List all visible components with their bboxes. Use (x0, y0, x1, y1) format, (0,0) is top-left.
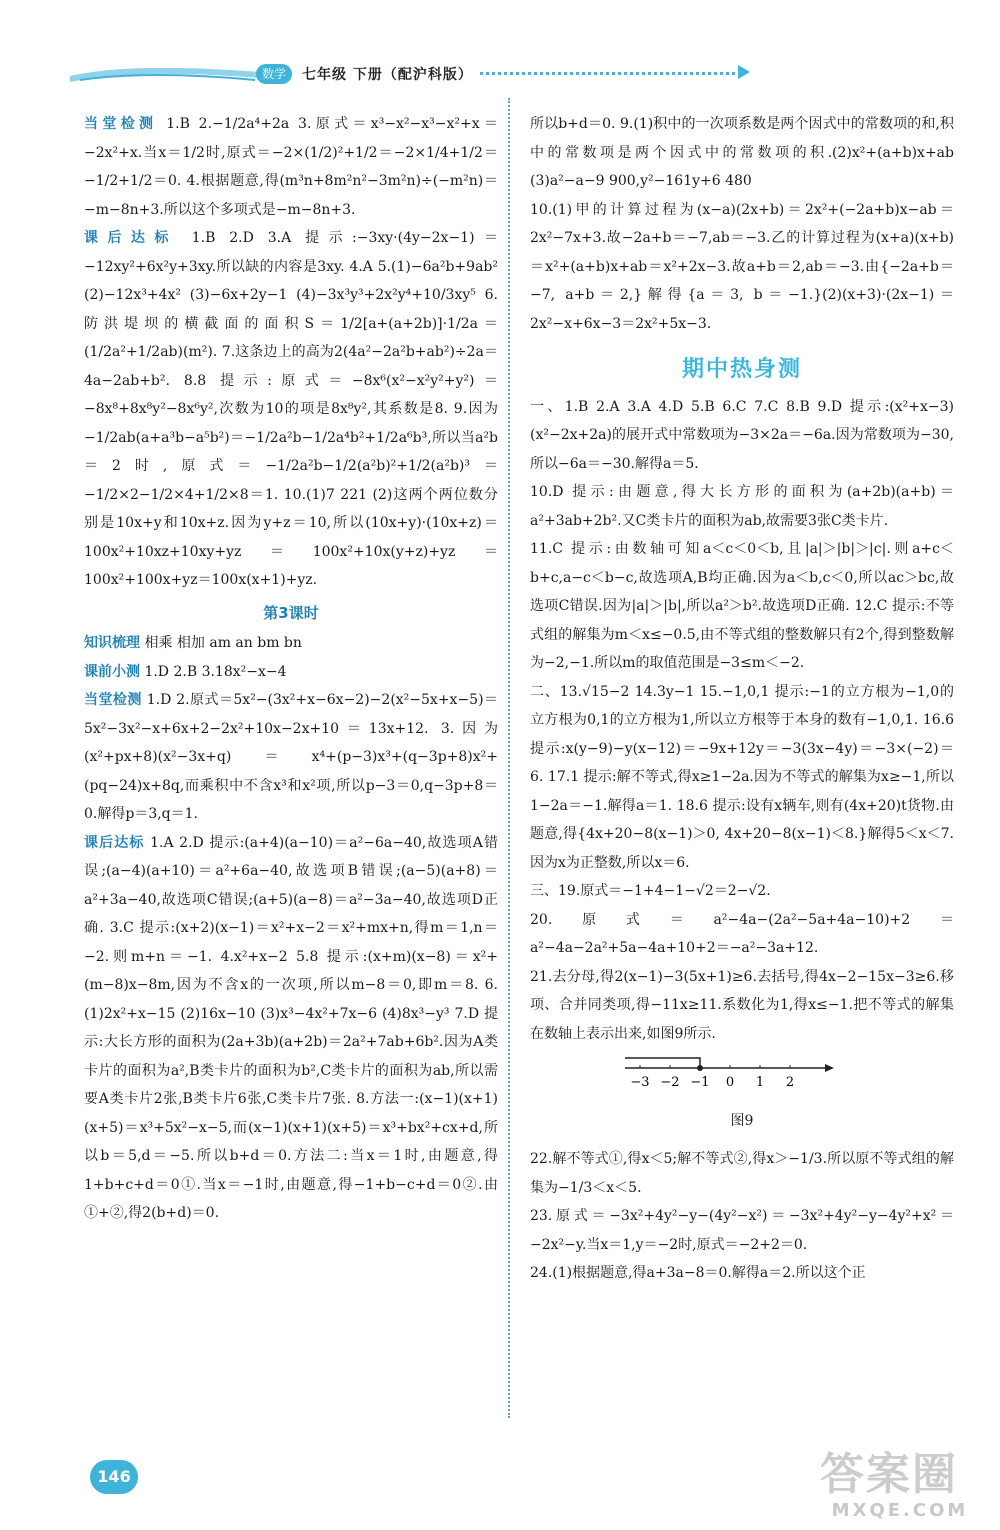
answer-section-label: 课后达标 (84, 230, 178, 246)
answer-paragraph (530, 110, 954, 196)
header-dotted-line (480, 72, 735, 75)
answer-text: 1.A 2.D 提示:(a+4)(a−10)＝a²−6a−40,故选项A错误;(a−4)(a+10)＝a²+6a−40,故选项B错误;(a−5)(a+8)＝a²+3a−40,故选项C错误;(a+5)(a−8)＝a²−3a−40,故选项D正确. 3.C 提示:(x+2)(x−1)＝x²+x−2＝x²+mx+n,得m＝1,n＝−2.则m+n＝−1. 4.x²+x−2 5.8 提示:(x+m)(x−8)＝x²+(m−8)x−8m,因为不含x的一次项,所以m−8＝0,即m＝8. 6.(1)2x²+x−15 (2)16x−10 (3)x³−4x²+7x−6 (4)8x³−y³ 7.D 提示:大长方形的面积为(2a+3b)(a+2b)＝2a²+7ab+6b².因为A类卡片的面积为a²,B类卡片的面积为b²,C类卡片的面积为ab,所以需要A类卡片2张,B类卡片6张,C类卡片7张. 8.方法一:(x−1)(x+1)(x+5)＝x³+5x²−x−5,而(x−1)(x+1)(x+5)＝x³+bx²+cx+d,所以b＝5,d＝−5.所以b+d＝0.方法二:当x＝1时,由题意,得1+b+c+d＝0①.当x＝−1时,由题意,得−1+b−c+d＝0②.由①+②,得2(b+d)＝0. (84, 834, 499, 1221)
figure-caption: 图9 (730, 1112, 754, 1129)
answer-text: 一、1.B 2.A 3.A 4.D 5.B 6.C 7.C 8.B 9.D 提示:(x²+x−3)(x²−2x+2a)的展开式中常数项为−3×2a＝−6a.因为常数项为−30,所以−6a＝−30.解得a＝5. (530, 398, 954, 472)
tick-label: −3 (630, 1075, 650, 1090)
answer-section-label: 课后达标 (84, 834, 145, 851)
number-line-figure (620, 1054, 954, 1105)
answer-paragraph (84, 110, 498, 224)
answer-text: 二、13.√15−2 14.3y−1 15.−1,0,1 提示:−1的立方根为−1,0的立方根为0,1的立方根为1,所以立方根等于本身的数有−1,0,1. 16.6 提示:x(y−9)−y(x−12)＝−9x+12y＝−3(3x−4y)＝−3×(−2)＝6. 17.1 提示:解不等式,得x≥1−2a.因为不等式的解集为x≥−1,所以1−2a＝−1.解得a＝1. 18.6 提示:设有x辆车,则有(4x+20)t货物.由题意,得{4x+20−8(x−1)＞0, 4x+20−8(x−1)＜8.}解得5＜x＜7.因为x为正整数,所以x＝6. (530, 683, 954, 871)
answer-section-label: 知识梳理 (84, 635, 140, 651)
watermark-url: MXQE.COM (831, 1500, 969, 1521)
answer-paragraph (530, 1145, 954, 1202)
answer-paragraph (530, 1259, 954, 1288)
grade-title: 七年级 下册（配沪科版） (302, 67, 473, 83)
right-column (530, 110, 954, 1288)
answer-text: 1.D 2.B 3.18x²−x−4 (140, 663, 287, 680)
answer-text: 所以b+d＝0. 9.(1)积中的一次项系数是两个因式中的常数项的和,积中的常数项是两个因式中的常数项的积.(2)x²+(a+b)x+ab (3)a²−a−9 900,y²−161y+6 480 (530, 116, 954, 189)
answer-text: 24.(1)根据题意,得a+3a−8＝0.解得a＝2.所以这个正 (530, 1265, 866, 1281)
solution-ray (625, 1058, 700, 1068)
answer-text: 1.B 2.−1/2a⁴+2a 3.原式＝x³−x²−x³−x²+x＝−2x²+x.当x＝1/2时,原式＝−2×(1/2)²+1/2＝−2×1/4+1/2＝−1/2+1/2＝0. 4.根据题意,得(m³n+8m²n²−3m²n)÷(−m²n)＝−m−8n+3.所以这个多项式是−m−8n+3. (84, 116, 499, 218)
answer-paragraph (84, 658, 498, 687)
answer-text: 三、19.原式＝−1+4−1−√2＝2−√2. (530, 883, 771, 899)
answer-text: 相乘 相加 am an bm bn (140, 635, 302, 651)
answer-paragraph (84, 829, 498, 1228)
answer-paragraph (530, 478, 954, 535)
tick-label: 2 (785, 1075, 795, 1090)
answer-paragraph (530, 877, 954, 906)
answer-text: 10.(1)甲的计算过程为(x−a)(2x+b)＝2x²+(−2a+b)x−ab＝2x²−7x+3.故−2a+b＝−7,ab＝−3.乙的计算过程为(x+a)(x+b)＝x²+(a+b)x+ab＝x²+2x−3.故a+b＝2,ab＝−3.由{−2a+b＝−7, a+b＝2,}解得{a＝3, b＝−1.}(2)(x+3)·(2x−1)＝2x²−x+6x−3＝2x²+5x−3. (530, 201, 954, 332)
tick-label: −1 (690, 1075, 710, 1090)
answer-paragraph (530, 678, 954, 878)
tick-label: 0 (725, 1075, 735, 1090)
axis-arrow-icon (825, 1064, 834, 1072)
header-swoosh-icon (70, 62, 260, 88)
answer-text: 10.D 提示:由题意,得大长方形的面积为(a+2b)(a+b)＝a²+3ab+2b².又C类卡片的面积为ab,故需要3张C类卡片. (530, 484, 954, 529)
answer-text: 11.C 提示:由数轴可知a＜c＜0＜b,且|a|＞|b|＞|c|.则a+c＜b+c,a−c＜b−c,故选项A,B均正确.因为a＜b,c＜0,所以ac＞bc,故选项C错误.因为|a|＞|b|,所以a²＞b².故选项D正确. 12.C 提示:不等式组的解集为m＜x≤−0.5,由不等式组的整数解只有2个,得到整数解为−2,−1.所以m的取值范围是−3≤m＜−2. (530, 541, 954, 671)
subject-badge: 数学 (256, 64, 292, 84)
answer-paragraph (530, 1202, 954, 1259)
column-divider (508, 98, 510, 1418)
answer-text: 20.原式＝a²−4a−(2a²−5a+4a−10)+2＝a²−4a−2a²+5a−4a+10+2＝−a²−3a+12. (530, 911, 954, 956)
tick-label: 1 (755, 1075, 765, 1090)
exam-title: 期中热身测 (681, 357, 802, 382)
answer-paragraph (530, 963, 954, 1049)
tick-label: −2 (660, 1075, 680, 1090)
left-column (84, 110, 498, 1228)
answer-paragraph (84, 224, 498, 595)
watermark-logo-text: 答案圈 (820, 1449, 958, 1500)
answer-paragraph (84, 629, 498, 658)
arrow-right-icon (738, 65, 750, 79)
answer-text: 1.B 2.D 3.A 提示:−3xy·(4y−2x−1)＝−12xy²+6x²y+3xy.所以缺的内容是3xy. 4.A 5.(1)−6a²b+9ab² (2)−12x³+4x² (3)−6x+2y−1 (4)−3x³y³+2x²y⁴+10/3xy⁵ 6.防洪堤坝的横截面的面积S＝1/2[a+(a+2b)]·1/2a＝(1/2a²+1/2ab)(m²). 7.这条边上的高为2(4a²−2a²b+ab²)÷2a＝4a−2ab+b². 8.8 提示:原式＝−8x⁶(x²−x²y²+y²)＝−8x⁸+8x⁸y²−8x⁶y²,次数为10的项是8x⁸y²,其系数是8. 9.因为−1/2ab(a+a³b−a⁵b²)＝−1/2a²b−1/2a⁴b²+1/2a⁶b³,所以当a²b＝2时,原式＝−1/2a²b−1/2(a²b)²+1/2(a²b)³＝−1/2×2−1/2×4+1/2×8＝1. 10.(1)7 221 (2)这两个两位数分别是10x+y和10x+z.因为y+z＝10,所以(10x+y)·(10x+z)＝100x²+10xz+10xy+yz＝100x²+10x(y+z)+yz＝100x²+100x+yz＝100x(x+1)+yz. (84, 230, 498, 588)
number-line (620, 1054, 840, 1094)
answer-paragraph (530, 535, 954, 678)
answer-paragraph (530, 906, 954, 963)
answer-text: 21.去分母,得2(x−1)−3(5x+1)≥6.去括号,得4x−2−15x−3≥6.移项、合并同类项,得−11x≥11.系数化为1,得x≤−1.把不等式的解集在数轴上表示出来,如图9所示. (530, 968, 954, 1042)
watermark-logo (820, 1450, 980, 1524)
answer-paragraph (530, 196, 954, 339)
section-heading: 第3课时 (263, 603, 319, 622)
answer-text: 1.D 2.原式＝5x²−(3x²+x−6x−2)−2(x²−5x+x−5)＝5x²−3x²−x+6x+2−2x²+10x−2x+10＝13x+12. 3.因为(x²+px+8)(x²−3x+q)＝x⁴+(p−3)x³+(q−3p+8)x²+(pq−24)x+8q,而乘积中不含x³和x²项,所以p−3＝0,q−3p+8＝0.解得p＝3,q＝1. (84, 692, 498, 822)
page-header (70, 58, 690, 88)
answer-section-label: 当堂检测 (84, 116, 158, 132)
page-number: 146 (90, 1460, 138, 1494)
answer-section-label: 当堂检测 (84, 692, 142, 708)
answer-paragraph (530, 393, 954, 479)
answer-paragraph (84, 686, 498, 829)
answer-section-label: 课前小测 (84, 663, 140, 680)
answer-text: 22.解不等式①,得x＜5;解不等式②,得x＞−1/3.所以原不等式组的解集为−1/3＜x＜5. (530, 1151, 954, 1196)
answer-text: 23.原式＝−3x²+4y²−y−(4y²−x²)＝−3x²+4y²−y−4y²+x²＝−2x²−y.当x＝1,y＝−2时,原式＝−2+2＝0. (530, 1208, 954, 1253)
